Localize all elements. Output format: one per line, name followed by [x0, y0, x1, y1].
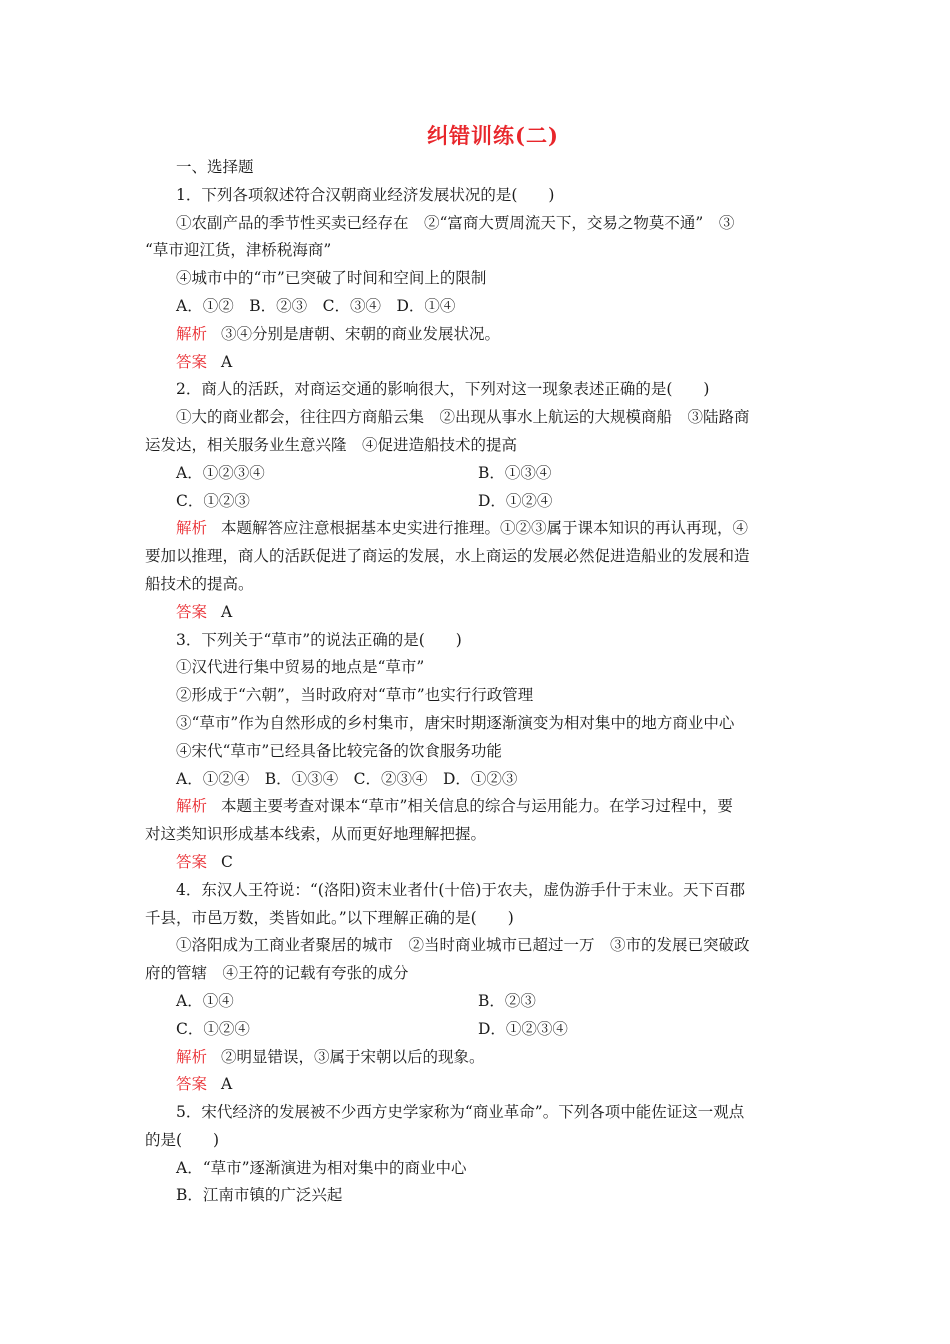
analysis-label: 解析 — [176, 519, 208, 538]
answer-text: C — [221, 852, 233, 871]
q2-stem: 2．商人的活跃，对商运交通的影响很大，下列对这一现象表述正确的是( ) — [176, 380, 710, 399]
q2-analysis-cont: 要加以推理，商人的活跃促进了商运的发展，水上商运的发展必然促进造船业的发展和造 — [145, 547, 750, 566]
q3-statement: ②形成于“六朝”，当时政府对“草市”也实行行政管理 — [176, 686, 534, 705]
q3-statement: ③“草市”作为自然形成的乡村集市，唐宋时期逐渐演变为相对集中的地方商业中心 — [176, 713, 735, 732]
q2-option-c: C．①②③ — [176, 491, 250, 510]
q4-analysis — [145, 1044, 807, 1072]
analysis-label: 解析 — [176, 1047, 208, 1066]
q2-options-row — [145, 460, 807, 488]
q5-option-a: A．“草市”逐渐演进为相对集中的商业中心 — [176, 1158, 467, 1177]
q2-analysis — [145, 515, 807, 543]
q1-stem: 1．下列各项叙述符合汉朝商业经济发展状况的是( ) — [176, 185, 555, 204]
q4-option-b: B．②③ — [478, 991, 536, 1010]
q2-options-row — [145, 488, 807, 516]
analysis-text: ②明显错误，③属于宋朝以后的现象。 — [221, 1047, 485, 1066]
q1-answer — [145, 349, 807, 377]
section-heading: 一、选择题 — [176, 158, 254, 176]
q5-option-b: B．江南市镇的广泛兴起 — [176, 1186, 343, 1205]
q1-analysis — [145, 321, 807, 349]
q3-options: A．①②④ B．①③④ C．②③④ D．①②③ — [176, 769, 518, 788]
answer-label: 答案 — [176, 852, 208, 871]
analysis-label: 解析 — [176, 797, 208, 816]
q3-statement: ①汉代进行集中贸易的地点是“草市” — [176, 658, 425, 677]
analysis-text: 本题主要考查对课本“草市”相关信息的综合与运用能力。在学习过程中，要 — [221, 797, 733, 816]
q3-analysis-cont: 对这类知识形成基本线索，从而更好地理解把握。 — [145, 825, 487, 844]
analysis-label: 解析 — [176, 324, 208, 343]
page-title: 纠错训练(二) — [427, 123, 559, 148]
q1-statement-line: “草市迎江货，津桥税海商” — [145, 241, 332, 260]
answer-label: 答案 — [176, 1075, 208, 1094]
q3-statement: ④宋代“草市”已经具备比较完备的饮食服务功能 — [176, 741, 502, 760]
q1-statement-line: ①农副产品的季节性买卖已经存在 ②“富商大贾周流天下，交易之物莫不通” ③ — [176, 213, 735, 232]
q4-statement-line: 府的管辖 ④王符的记载有夸张的成分 — [145, 964, 409, 983]
q4-options-row — [145, 988, 807, 1016]
analysis-text: 本题解答应注意根据基本史实进行推理。①②③属于课本知识的再认再现，④ — [221, 519, 749, 538]
q4-option-d: D．①②③④ — [478, 1019, 568, 1038]
answer-text: A — [221, 352, 233, 371]
q4-stem: 4．东汉人王符说：“(洛阳)资末业者什(十倍)于农夫，虚伪游手什于末业。天下百郡 — [176, 880, 745, 899]
q1-statement-line: ④城市中的“市”已突破了时间和空间上的限制 — [176, 269, 487, 288]
answer-text: A — [221, 1075, 233, 1094]
q3-answer — [145, 849, 807, 877]
q2-option-a: A．①②③④ — [176, 463, 265, 482]
q4-option-a: A．①④ — [176, 991, 234, 1010]
q2-option-b: B．①③④ — [478, 463, 552, 482]
answer-text: A — [221, 602, 233, 621]
document-page — [145, 118, 807, 1210]
q3-analysis — [145, 793, 807, 821]
q2-option-d: D．①②④ — [478, 491, 553, 510]
q4-statement-line: ①洛阳成为工商业者聚居的城市 ②当时商业城市已超过一万 ③市的发展已突破政 — [176, 936, 750, 955]
q2-analysis-cont: 船技术的提高。 — [145, 574, 254, 593]
q5-stem: 5．宋代经济的发展被不少西方史学家称为“商业革命”。下列各项中能佐证这一观点 — [176, 1103, 745, 1122]
q5-stem-cont: 的是( ) — [145, 1130, 220, 1149]
q4-stem-cont: 千县，市邑万数，类皆如此。”以下理解正确的是( ) — [145, 908, 514, 927]
q4-answer — [145, 1071, 807, 1099]
q3-stem: 3．下列关于“草市”的说法正确的是( ) — [176, 630, 462, 649]
answer-label: 答案 — [176, 352, 208, 371]
q2-statement-line: 运发达，相关服务业生意兴隆 ④促进造船技术的提高 — [145, 435, 518, 454]
q2-answer — [145, 599, 807, 627]
q2-statement-line: ①大的商业都会，往往四方商船云集 ②出现从事水上航运的大规模商船 ③陆路商 — [176, 408, 750, 427]
analysis-text: ③④分别是唐朝、宋朝的商业发展状况。 — [221, 324, 501, 343]
q1-options: A．①② B．②③ C．③④ D．①④ — [176, 296, 456, 315]
q4-option-c: C．①②④ — [176, 1019, 250, 1038]
q4-options-row — [145, 1016, 807, 1044]
answer-label: 答案 — [176, 602, 208, 621]
